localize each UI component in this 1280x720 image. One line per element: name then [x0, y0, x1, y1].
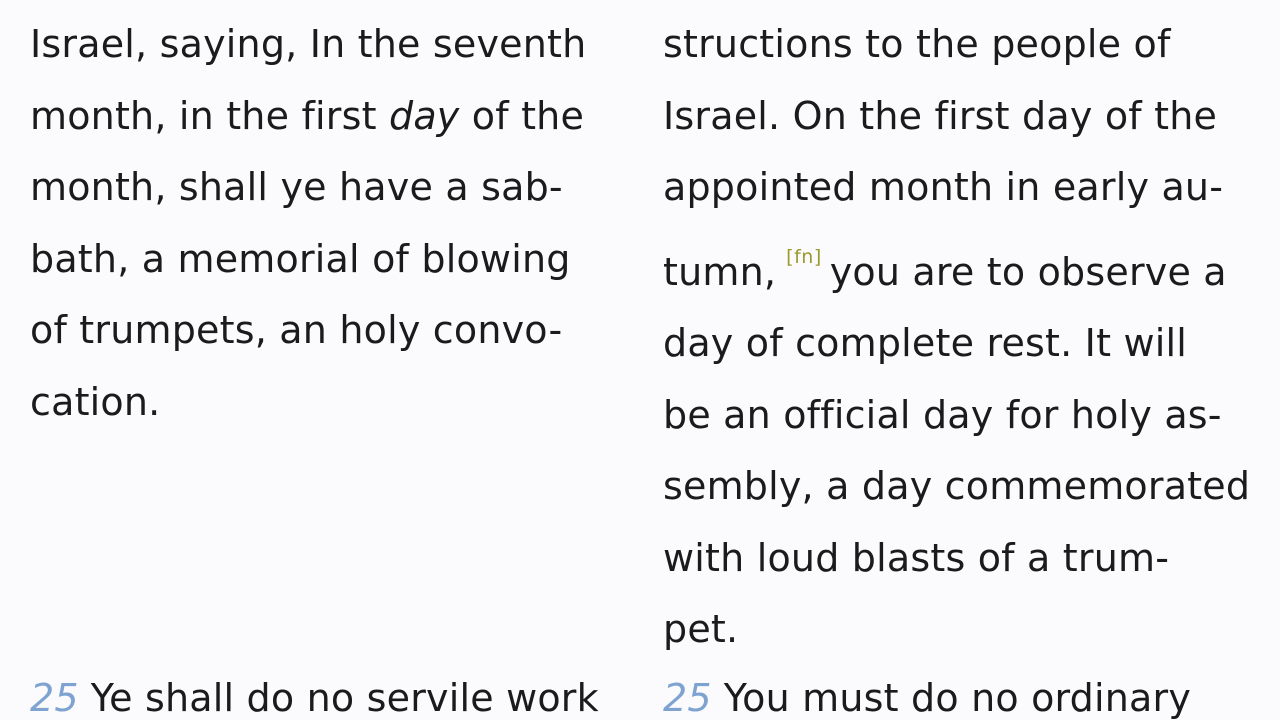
left-verse-25-text: Ye shall do no servile work	[90, 676, 599, 720]
right-line-6: be an official day for holy as-	[663, 393, 1222, 437]
right-verse-25	[663, 676, 1191, 720]
right-line-4a: tumn,	[663, 250, 777, 294]
right-line-1: structions to the people of	[663, 22, 1171, 66]
left-line-3: month, shall ye have a sab-	[30, 165, 563, 209]
right-verse-25-text: You must do no ordinary	[723, 676, 1192, 720]
right-line-5: day of complete rest. It will	[663, 321, 1188, 365]
verse-number-25-left[interactable]: 25	[30, 676, 79, 720]
right-line-4	[663, 246, 1227, 301]
left-line-2-italic-day: day	[389, 94, 460, 138]
left-line-6: cation.	[30, 380, 161, 424]
right-line-9: pet.	[663, 607, 739, 651]
right-line-7: sembly, a day commemorated	[663, 464, 1251, 508]
left-line-2a: month, in the first	[30, 94, 389, 138]
left-line-5: of trumpets, an holy convo-	[30, 308, 563, 352]
left-verse-25	[30, 676, 599, 720]
left-line-4: bath, a memorial of blowing	[30, 237, 571, 281]
left-line-2	[30, 94, 584, 138]
left-line-2b: of the	[459, 94, 585, 138]
right-line-3: appointed month in early au-	[663, 165, 1224, 209]
right-line-8: with loud blasts of a trum-	[663, 536, 1170, 580]
footnote-marker[interactable]: [fn]	[786, 246, 822, 268]
right-line-2: Israel. On the first day of the	[663, 94, 1218, 138]
left-line-1: Israel, saying, In the seventh	[30, 22, 587, 66]
verse-number-25-right[interactable]: 25	[663, 676, 712, 720]
right-line-4b: you are to observe a	[829, 250, 1227, 294]
